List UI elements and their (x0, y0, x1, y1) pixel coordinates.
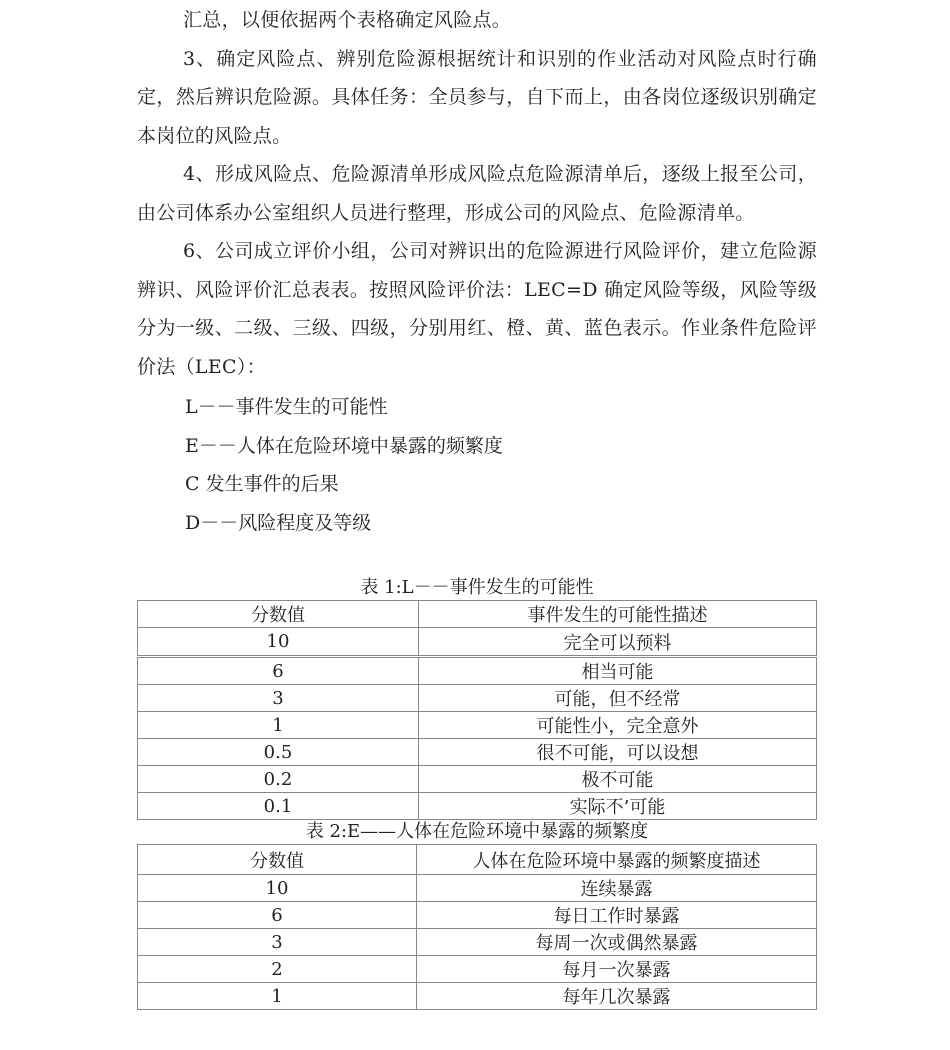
description-cell: 每周一次或偶然暴露 (417, 929, 817, 956)
lec-definitions (137, 388, 817, 542)
description-cell: 极不可能 (419, 766, 817, 793)
table-header-cell: 人体在危险环境中暴露的频繁度描述 (417, 845, 817, 875)
score-cell: 0.1 (138, 793, 419, 820)
table-row (138, 929, 817, 956)
score-cell: 10 (138, 875, 417, 902)
table-row (138, 685, 817, 712)
table-header-cell: 分数值 (138, 845, 417, 875)
table-row (138, 956, 817, 983)
score-cell: 6 (138, 657, 419, 685)
definition-d: D－－风险程度及等级 (185, 511, 372, 534)
score-cell: 1 (138, 983, 417, 1010)
score-cell: 6 (138, 902, 417, 929)
table-header-cell: 事件发生的可能性描述 (419, 601, 817, 628)
table-row (138, 793, 817, 820)
table1-caption: 表 1:L－－事件发生的可能性 (360, 577, 594, 598)
table-row (138, 657, 817, 685)
description-cell: 相当可能 (419, 657, 817, 685)
score-cell: 3 (138, 929, 417, 956)
table-row (138, 875, 817, 902)
table-row (138, 766, 817, 793)
description-cell: 连续暴露 (417, 875, 817, 902)
table-header-row (138, 845, 817, 875)
table-row (138, 712, 817, 739)
table-header-cell: 分数值 (138, 601, 419, 628)
definition-l: L－－事件发生的可能性 (185, 396, 388, 418)
score-cell: 2 (138, 956, 417, 983)
table-row (138, 983, 817, 1010)
description-cell: 每日工作时暴露 (417, 902, 817, 929)
document-page (137, 0, 817, 1010)
score-cell: 1 (138, 712, 419, 739)
table2-caption: 表 2:E——人体在危险环境中暴露的频繁度 (305, 821, 649, 842)
likelihood-table (137, 600, 817, 820)
description-cell: 可能性小，完全意外 (419, 712, 817, 739)
table-row (138, 902, 817, 929)
paragraph-step-3: 3、确定风险点、辨别危险源根据统计和识别的作业活动对风险点时行确定，然后辨识危险源。具体任务：全员参与，自下而上，由各岗位逐级识别确定本岗位的风险点。 (137, 47, 817, 147)
description-cell: 每月一次暴露 (417, 956, 817, 983)
exposure-table (137, 844, 817, 1010)
definition-c: C 发生事件的后果 (185, 473, 339, 495)
description-cell: 完全可以预料 (419, 628, 817, 657)
description-cell: 可能，但不经常 (419, 685, 817, 712)
table-header-row (138, 601, 817, 628)
paragraph-step-4: 4、形成风险点、危险源清单形成风险点危险源清单后，逐级上报至公司，由公司体系办公室组织人员进行整理，形成公司的风险点、危险源清单。 (137, 163, 817, 224)
paragraph-step-6: 6、公司成立评价小组，公司对辨识出的危险源进行风险评价，建立危险源辨识、风险评价汇总表表。按照风险评价法：LEC=D 确定风险等级，风险等级分为一级、二级、三级、四级，分别用红、橙、黄、蓝色表示。作业条件危险评价法（LEC）： (137, 240, 817, 378)
table-row (138, 739, 817, 766)
score-cell: 3 (138, 685, 419, 712)
definition-e: E－－人体在危险环境中暴露的频繁度 (185, 434, 503, 457)
description-cell: 实际不’可能 (419, 793, 817, 820)
description-cell: 每年几次暴露 (417, 983, 817, 1010)
table-row (138, 628, 817, 657)
description-cell: 很不可能，可以设想 (419, 739, 817, 766)
score-cell: 0.5 (138, 739, 419, 766)
paragraph-summary: 汇总，以便依据两个表格确定风险点。 (183, 9, 512, 31)
score-cell: 0.2 (138, 766, 419, 793)
score-cell: 10 (138, 628, 419, 657)
